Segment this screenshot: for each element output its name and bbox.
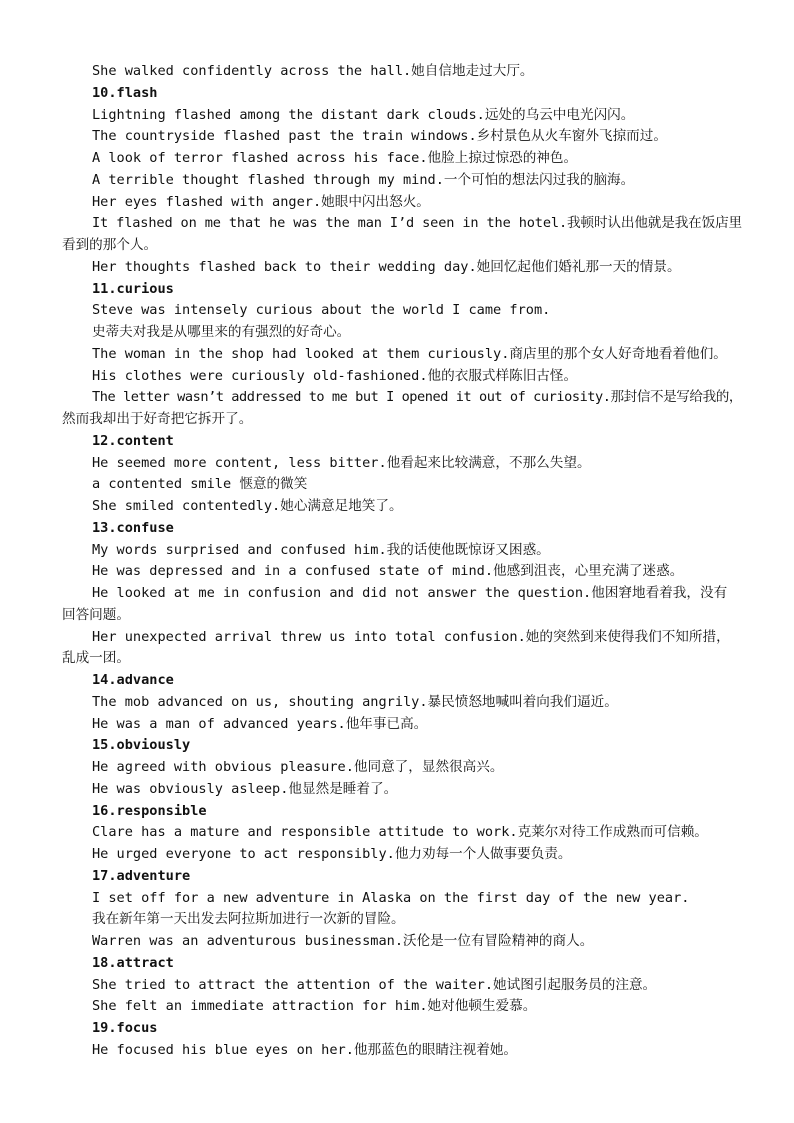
line-text: 15.obviously — [92, 737, 191, 754]
line-text: 看到的那个人。 — [62, 237, 158, 253]
document-body — [62, 61, 742, 1062]
line-text: 16.responsible — [92, 802, 207, 819]
line-text: Clare has a mature and responsible attitude to work.克莱尔对待工作成熟而可信赖。 — [92, 824, 708, 841]
text-line-continuation — [62, 409, 742, 431]
line-text: 然而我却出于好奇把它拆开了。 — [62, 411, 253, 427]
entry-heading — [62, 670, 742, 692]
text-line — [62, 931, 742, 953]
text-line — [62, 61, 742, 83]
line-text: It flashed on me that he was the man I’d seen in the hotel.我顿时认出他就是我在饭店里 — [92, 215, 743, 232]
text-line — [62, 561, 742, 583]
line-text: He seemed more content, less bitter.他看起来比较满意，不那么失望。 — [92, 454, 591, 471]
text-line — [62, 300, 742, 322]
line-text: 回答问题。 — [62, 606, 130, 623]
line-text: Warren was an adventurous businessman.沃伦是一位有冒险精神的商人。 — [92, 933, 594, 949]
text-line — [62, 474, 742, 496]
line-text: Lightning flashed among the distant dark clouds.远处的乌云中电光闪闪。 — [92, 106, 635, 123]
line-text: 19.focus — [92, 1020, 158, 1036]
line-text: My words surprised and confused him.我的话使他既惊讶又困惑。 — [92, 541, 550, 558]
entry-heading — [62, 83, 742, 105]
line-text: He was depressed and in a confused state of mind.他感到沮丧，心里充满了迷惑。 — [92, 563, 684, 580]
text-line — [62, 822, 742, 844]
entry-heading — [62, 801, 742, 823]
text-line — [62, 692, 742, 714]
line-text: 11.curious — [92, 280, 174, 297]
line-text: He was obviously asleep.他显然是睡着了。 — [92, 780, 398, 797]
line-text: 17.adventure — [92, 867, 191, 884]
entry-heading — [62, 518, 742, 540]
text-line — [62, 126, 742, 148]
line-text: A look of terror flashed across his face.他脸上掠过惊恐的神色。 — [92, 150, 578, 166]
line-text: Her unexpected arrival threw us into total confusion.她的突然到来使得我们不知所措， — [92, 628, 730, 645]
line-text: 10.flash — [92, 84, 158, 101]
text-line — [62, 844, 742, 866]
text-line-continuation — [62, 235, 742, 257]
line-text: 12.content — [92, 432, 174, 449]
line-text: The letter wasn’t addressed to me but I opened it out of curiosity.那封信不是写给我的， — [92, 389, 743, 406]
line-text: a contented smile 惬意的微笑 — [92, 476, 308, 493]
line-text: He focused his blue eyes on her.他那蓝色的眼睛注视着她。 — [92, 1041, 518, 1058]
entry-heading — [62, 866, 742, 888]
entry-heading — [62, 1018, 742, 1040]
line-text: Her eyes flashed with anger.她眼中闪出怒火。 — [92, 193, 430, 210]
line-text: He urged everyone to act responsibly.他力劝每一个人做事要负责。 — [92, 846, 572, 862]
text-line — [62, 105, 742, 127]
text-line — [62, 975, 742, 997]
line-text: He agreed with obvious pleasure.他同意了，显然很高兴。 — [92, 759, 504, 775]
text-line — [62, 714, 742, 736]
line-text: He was a man of advanced years.他年事已高。 — [92, 715, 428, 732]
text-line — [62, 583, 742, 605]
line-text: 18.attract — [92, 954, 174, 971]
text-line — [62, 322, 742, 344]
text-line — [62, 996, 742, 1018]
line-text: 乱成一团。 — [62, 650, 130, 667]
entry-heading — [62, 735, 742, 757]
text-line — [62, 1040, 742, 1062]
line-text: 13.confuse — [92, 519, 174, 536]
line-text: She walked confidently across the hall.她自信地走过大厅。 — [92, 63, 534, 79]
line-text: His clothes were curiously old-fashioned.他的衣服式样陈旧古怪。 — [92, 367, 578, 384]
line-text: Her thoughts flashed back to their wedding day.她回忆起他们婚礼那一天的情景。 — [92, 258, 681, 275]
text-line — [62, 757, 742, 779]
line-text: 史蒂夫对我是从哪里来的有强烈的好奇心。 — [92, 324, 351, 340]
line-text: She tried to attract the attention of the waiter.她试图引起服务员的注意。 — [92, 976, 657, 993]
text-line — [62, 366, 742, 388]
line-text: The mob advanced on us, shouting angrily.暴民愤怒地喊叫着向我们逼近。 — [92, 693, 618, 710]
entry-heading — [62, 431, 742, 453]
line-text: 我在新年第一天出发去阿拉斯加进行一次新的冒险。 — [92, 911, 405, 928]
line-text: She smiled contentedly.她心满意足地笑了。 — [92, 498, 403, 514]
line-text: The countryside flashed past the train windows.乡村景色从火车窗外飞掠而过。 — [92, 128, 667, 145]
text-line — [62, 627, 742, 649]
text-line — [62, 344, 742, 366]
line-text: I set off for a new adventure in Alaska on the first day of the new year. — [92, 889, 690, 906]
text-line — [62, 540, 742, 562]
text-line — [62, 496, 742, 518]
text-line — [62, 170, 742, 192]
text-line-continuation — [62, 648, 742, 670]
entry-heading — [62, 279, 742, 301]
text-line-continuation — [62, 605, 742, 627]
entry-heading — [62, 953, 742, 975]
text-line — [62, 148, 742, 170]
line-text: A terrible thought flashed through my mind.一个可怕的想法闪过我的脑海。 — [92, 171, 635, 188]
text-line — [62, 453, 742, 475]
line-text: 14.advance — [92, 672, 174, 688]
text-line — [62, 213, 742, 235]
text-line — [62, 779, 742, 801]
text-line — [62, 888, 742, 910]
text-line — [62, 387, 742, 409]
text-line — [62, 909, 742, 931]
line-text: Steve was intensely curious about the world I came from. — [92, 302, 551, 319]
text-line — [62, 257, 742, 279]
line-text: She felt an immediate attraction for him.她对他顿生爱慕。 — [92, 998, 537, 1015]
line-text: He looked at me in confusion and did not answer the question.他困窘地看着我，没有 — [92, 585, 728, 601]
line-text: The woman in the shop had looked at them curiously.商店里的那个女人好奇地看着他们。 — [92, 345, 727, 362]
text-line — [62, 192, 742, 214]
